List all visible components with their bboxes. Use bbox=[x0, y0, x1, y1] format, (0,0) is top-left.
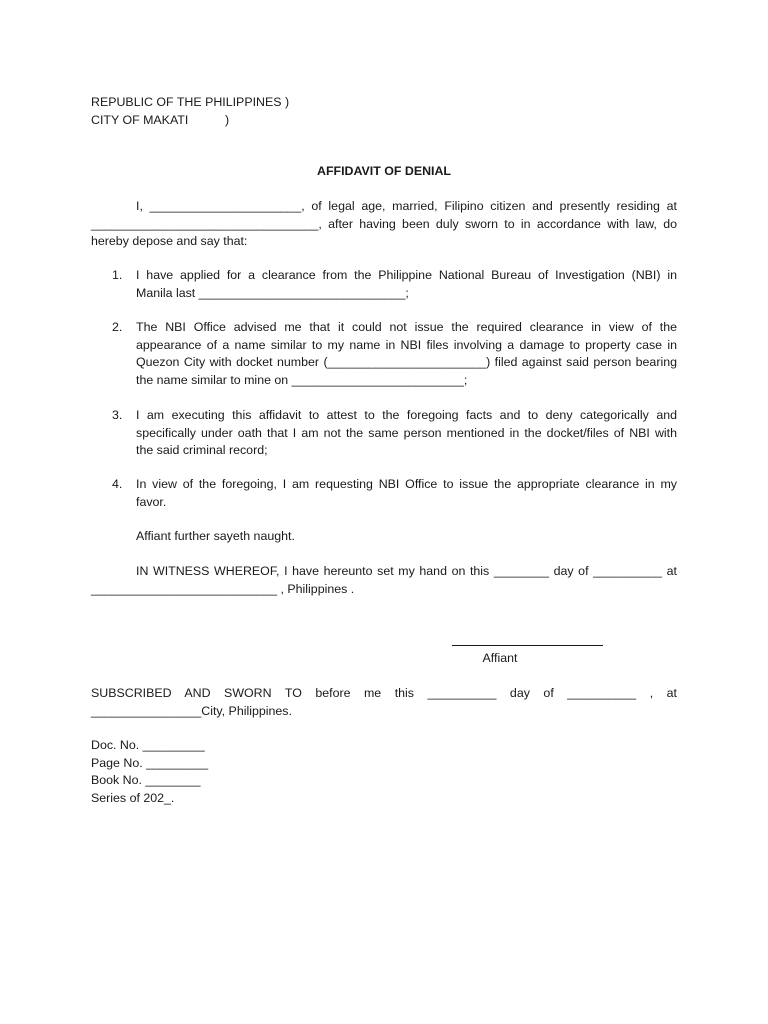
item-number-1: 1. bbox=[112, 268, 123, 282]
caption-city-row bbox=[91, 112, 677, 130]
item-2-line-1: The NBI Office advised me that it could not issue the required clearance in view of the bbox=[136, 320, 677, 334]
caption-republic: REPUBLIC OF THE PHILIPPINES ) bbox=[91, 95, 290, 109]
caption bbox=[91, 94, 677, 129]
caption-city: CITY OF MAKATI bbox=[91, 112, 189, 127]
notary-page-no: Page No. _________ bbox=[91, 755, 209, 770]
affiant-label: Affiant bbox=[482, 651, 518, 665]
subscribed-paragraph bbox=[91, 685, 677, 720]
signature-line bbox=[452, 645, 603, 646]
witness-line-1: IN WITNESS WHEREOF, I have hereunto set my hand on this ________ day of __________ at bbox=[136, 564, 677, 578]
item-3 bbox=[136, 407, 677, 460]
notary-doc-no: Doc. No. _________ bbox=[91, 738, 205, 752]
item-number-3: 3. bbox=[112, 408, 123, 422]
item-1 bbox=[136, 267, 677, 302]
document-title: AFFIDAVIT OF DENIAL bbox=[317, 164, 451, 178]
item-number-2: 2. bbox=[112, 320, 123, 334]
witness-line-2: ___________________________ , Philippines . bbox=[91, 581, 355, 596]
item-2-line-2: appearance of a name similar to my name in NBI files involving a damage to property case in bbox=[136, 337, 677, 352]
item-1-line-1: I have applied for a clearance from the Philippine National Bureau of Investigation (NBI) in bbox=[136, 268, 677, 282]
item-4 bbox=[136, 476, 677, 511]
notary-block bbox=[91, 737, 677, 807]
intro-line-3: hereby depose and say that: bbox=[91, 234, 248, 248]
intro-paragraph bbox=[91, 198, 677, 251]
notary-series: Series of 202_. bbox=[91, 790, 175, 805]
item-4-line-2: favor. bbox=[136, 494, 167, 509]
intro-line-1: I, ______________________, of legal age, married, Filipino citizen and presently residing at bbox=[136, 199, 677, 213]
item-2-line-4: the name similar to mine on _________________________; bbox=[136, 372, 468, 387]
subscribed-line-1: SUBSCRIBED AND SWORN TO before me this __________ day of __________ , at bbox=[91, 686, 677, 700]
notary-book-no: Book No. ________ bbox=[91, 773, 201, 787]
affiant-further: Affiant further sayeth naught. bbox=[136, 529, 295, 543]
item-2-line-3: Quezon City with docket number (_______________________) filed against said person bearing bbox=[136, 355, 677, 369]
item-2 bbox=[136, 319, 677, 389]
subscribed-line-2: ________________City, Philippines. bbox=[91, 703, 292, 718]
caption-city-paren: ) bbox=[225, 112, 230, 127]
item-3-line-3: the said criminal record; bbox=[136, 443, 268, 457]
intro-line-2: _________________________________, after having been duly sworn to in accordance with law, do bbox=[91, 216, 677, 231]
item-3-line-1: I am executing this affidavit to attest to the foregoing facts and to deny categorically and bbox=[136, 408, 677, 422]
item-4-line-1: In view of the foregoing, I am requesting NBI Office to issue the appropriate clearance in my bbox=[136, 477, 677, 491]
item-1-line-2: Manila last ______________________________; bbox=[136, 285, 409, 300]
witness-paragraph bbox=[91, 563, 677, 598]
item-3-line-2: specifically under oath that I am not the same person mentioned in the docket/files of NBI with bbox=[136, 425, 677, 440]
item-number-4: 4. bbox=[112, 477, 123, 491]
